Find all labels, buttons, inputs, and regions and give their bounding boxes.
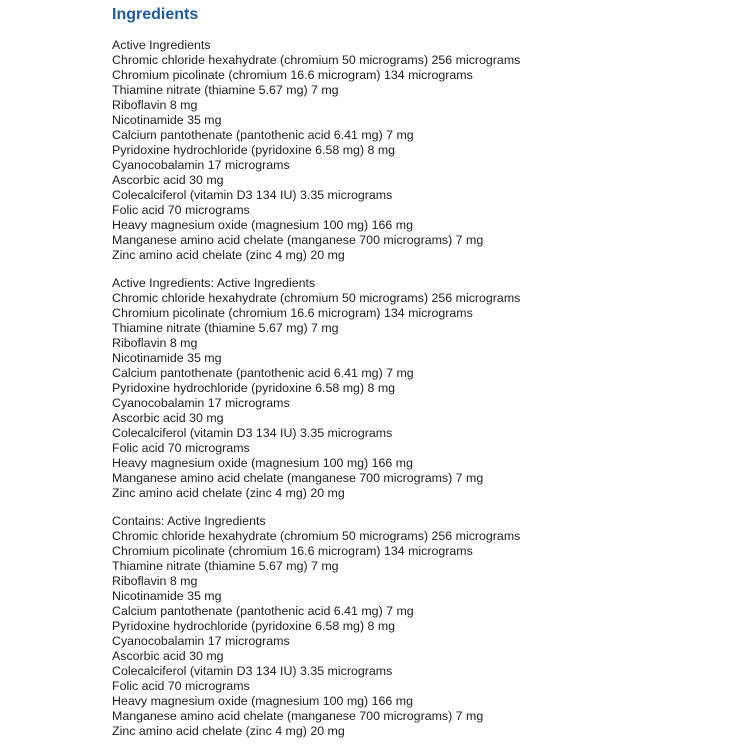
ingredient-line: Pyridoxine hydrochloride (pyridoxine 6.58 mg) 8 mg xyxy=(112,619,396,633)
ingredient-line: Nicotinamide 35 mg xyxy=(112,589,222,603)
ingredient-line: Manganese amino acid chelate (manganese 700 micrograms) 7 mg xyxy=(112,709,484,723)
ingredient-line: Colecalciferol (vitamin D3 134 IU) 3.35 micrograms xyxy=(112,188,393,202)
ingredient-line: Pyridoxine hydrochloride (pyridoxine 6.58 mg) 8 mg xyxy=(112,381,396,395)
ingredient-line: Colecalciferol (vitamin D3 134 IU) 3.35 micrograms xyxy=(112,426,393,440)
ingredient-line: Folic acid 70 micrograms xyxy=(112,203,250,217)
ingredient-line: Ascorbic acid 30 mg xyxy=(112,649,224,663)
page-title: Ingredients xyxy=(112,6,199,23)
ingredient-line: Zinc amino acid chelate (zinc 4 mg) 20 mg xyxy=(112,248,345,262)
ingredient-line: Cyanocobalamin 17 micrograms xyxy=(112,396,290,410)
ingredient-line: Riboflavin 8 mg xyxy=(112,98,198,112)
ingredient-line: Heavy magnesium oxide (magnesium 100 mg) 166 mg xyxy=(112,456,413,470)
ingredient-sections xyxy=(112,38,732,739)
ingredient-line: Chromium picolinate (chromium 16.6 microgram) 134 micrograms xyxy=(112,544,473,558)
section-heading: Contains: Active Ingredients xyxy=(112,514,266,528)
ingredient-line: Colecalciferol (vitamin D3 134 IU) 3.35 micrograms xyxy=(112,664,393,678)
ingredient-line: Zinc amino acid chelate (zinc 4 mg) 20 mg xyxy=(112,486,345,500)
ingredient-line: Ascorbic acid 30 mg xyxy=(112,173,224,187)
ingredient-line: Heavy magnesium oxide (magnesium 100 mg) 166 mg xyxy=(112,694,413,708)
ingredient-line: Cyanocobalamin 17 micrograms xyxy=(112,634,290,648)
ingredient-section xyxy=(112,276,732,501)
ingredient-line: Manganese amino acid chelate (manganese 700 micrograms) 7 mg xyxy=(112,233,484,247)
ingredient-line: Zinc amino acid chelate (zinc 4 mg) 20 mg xyxy=(112,724,345,738)
ingredient-section xyxy=(112,38,732,263)
ingredient-line: Thiamine nitrate (thiamine 5.67 mg) 7 mg xyxy=(112,321,339,335)
ingredient-line: Folic acid 70 micrograms xyxy=(112,441,250,455)
ingredient-line: Chromium picolinate (chromium 16.6 microgram) 134 micrograms xyxy=(112,306,473,320)
ingredient-section xyxy=(112,514,732,739)
ingredient-line: Cyanocobalamin 17 micrograms xyxy=(112,158,290,172)
ingredient-line: Chromic chloride hexahydrate (chromium 50 micrograms) 256 micrograms xyxy=(112,53,521,67)
ingredient-line: Heavy magnesium oxide (magnesium 100 mg) 166 mg xyxy=(112,218,413,232)
ingredient-line: Chromic chloride hexahydrate (chromium 50 micrograms) 256 micrograms xyxy=(112,291,521,305)
ingredient-line: Pyridoxine hydrochloride (pyridoxine 6.58 mg) 8 mg xyxy=(112,143,396,157)
ingredient-line: Thiamine nitrate (thiamine 5.67 mg) 7 mg xyxy=(112,83,339,97)
ingredient-line: Calcium pantothenate (pantothenic acid 6.41 mg) 7 mg xyxy=(112,128,414,142)
ingredient-line: Folic acid 70 micrograms xyxy=(112,679,250,693)
ingredients-document xyxy=(112,5,732,752)
ingredient-line: Chromic chloride hexahydrate (chromium 50 micrograms) 256 micrograms xyxy=(112,529,521,543)
ingredient-line: Manganese amino acid chelate (manganese 700 micrograms) 7 mg xyxy=(112,471,484,485)
ingredient-line: Riboflavin 8 mg xyxy=(112,336,198,350)
ingredient-line: Riboflavin 8 mg xyxy=(112,574,198,588)
ingredient-line: Calcium pantothenate (pantothenic acid 6.41 mg) 7 mg xyxy=(112,604,414,618)
section-heading: Active Ingredients xyxy=(112,38,211,52)
ingredient-line: Nicotinamide 35 mg xyxy=(112,113,222,127)
ingredient-line: Ascorbic acid 30 mg xyxy=(112,411,224,425)
ingredient-line: Chromium picolinate (chromium 16.6 microgram) 134 micrograms xyxy=(112,68,473,82)
ingredient-line: Nicotinamide 35 mg xyxy=(112,351,222,365)
ingredient-line: Thiamine nitrate (thiamine 5.67 mg) 7 mg xyxy=(112,559,339,573)
section-heading: Active Ingredients: Active Ingredients xyxy=(112,276,316,290)
ingredient-line: Calcium pantothenate (pantothenic acid 6.41 mg) 7 mg xyxy=(112,366,414,380)
